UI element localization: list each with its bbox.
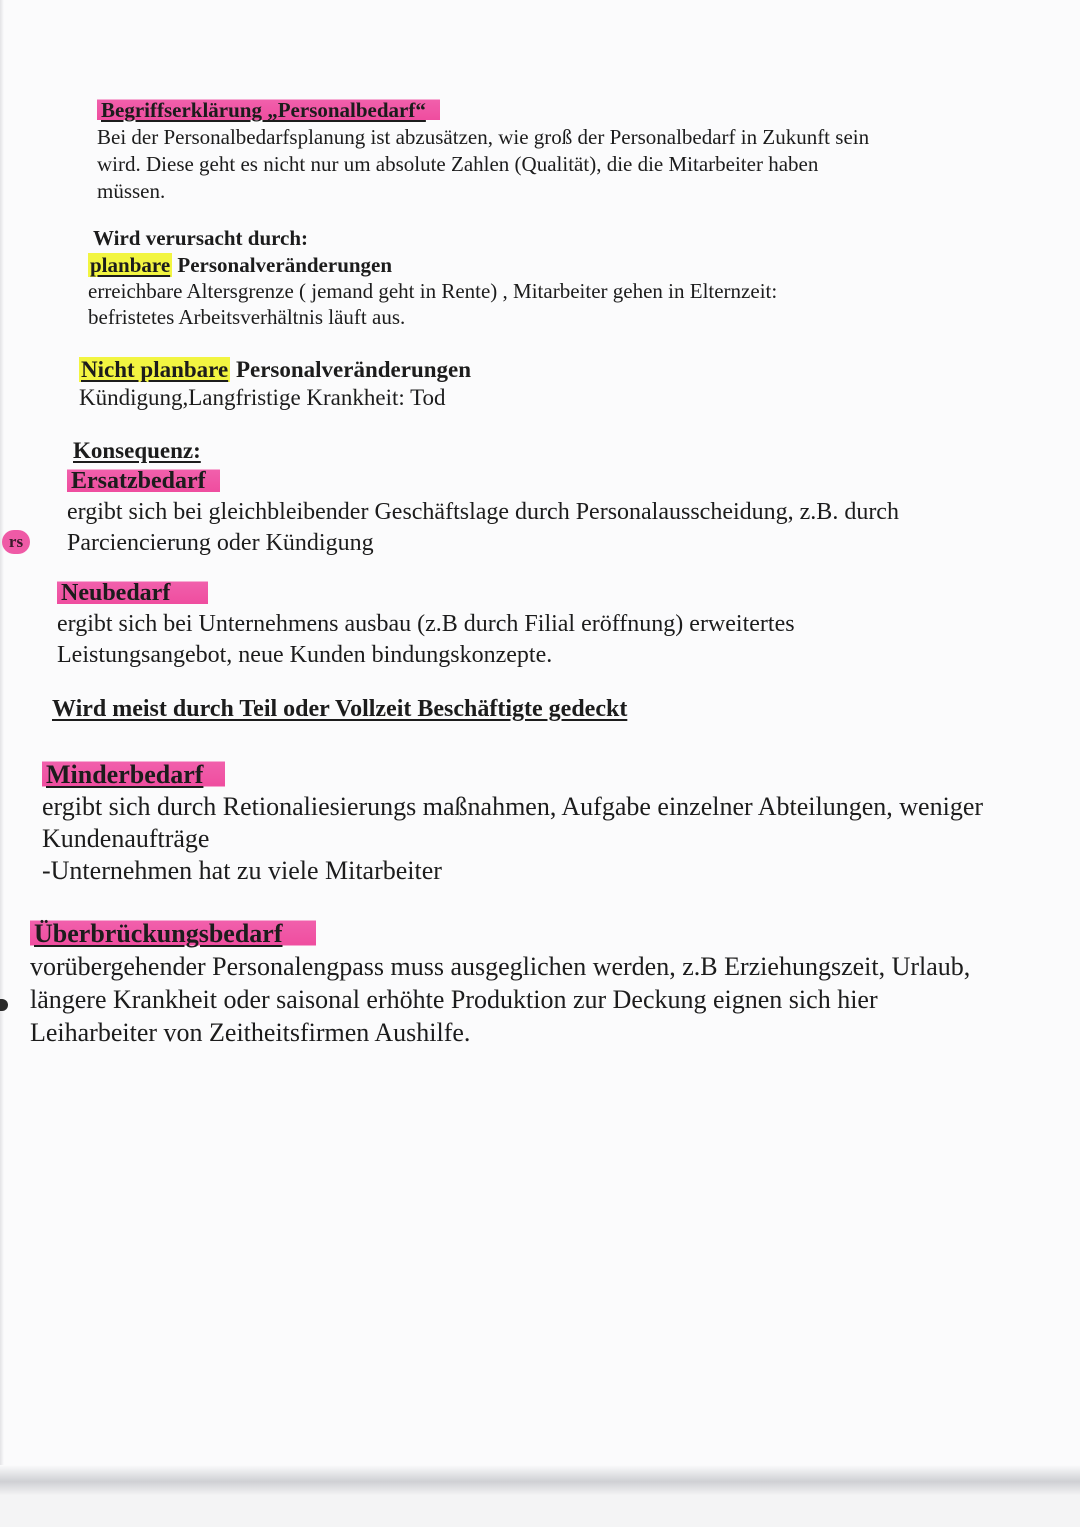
bridging-demand-line: vorübergehender Personalengpass muss ausgeglichen werden, z.B Erziehungszeit, Urlaub, — [30, 952, 971, 981]
bridging-demand-line: längere Krankheit oder saisonal erhöhte Produktion zur Deckung eignen sich hier — [30, 985, 878, 1014]
reduced-demand — [42, 759, 983, 887]
paper-fold-shadow — [0, 1465, 1080, 1495]
replacement-demand — [67, 466, 899, 559]
planned-rest: Personalveränderungen — [172, 253, 393, 277]
definition-line: Bei der Personalbedarfsplanung ist abzusätzen, wie groß der Personalbedarf in Zukunft sein — [97, 125, 870, 149]
bridging-demand-line: Leiharbeiter von Zeitheitsfirmen Aushilfe. — [30, 1018, 471, 1047]
reduced-demand-line: Kundenaufträge — [42, 824, 210, 853]
unplanned-rest: Personalveränderungen — [230, 357, 472, 382]
new-demand-title: Neubedarf — [57, 580, 208, 606]
reduced-demand-line: -Unternehmen hat zu viele Mitarbeiter — [42, 856, 442, 885]
page-bottom-strip — [0, 1495, 1080, 1527]
consequence-heading: Konsequenz: — [73, 438, 201, 463]
unplanned-changes — [79, 356, 471, 412]
margin-annotation-mark: rs — [2, 530, 30, 554]
bridging-demand — [30, 917, 970, 1049]
definition-section — [97, 97, 869, 205]
definition-heading: Begriffserklärung „Personalbedarf“ — [97, 98, 440, 122]
new-demand-line: Leistungsangebot, neue Kunden bindungskonzepte. — [57, 642, 553, 668]
reduced-demand-line: ergibt sich durch Retionaliesierungs maßnahmen, Aufgabe einzelner Abteilungen, weniger — [42, 792, 984, 821]
replacement-line: Parciencierung oder Kündigung — [67, 530, 374, 556]
new-demand — [57, 578, 795, 671]
unplanned-keyword: Nicht planbare — [81, 357, 229, 382]
definition-line: müssen. — [97, 179, 166, 203]
replacement-line: ergibt sich bei gleichbleibender Geschäftslage durch Personalausscheidung, z.B. durch — [67, 499, 899, 525]
reduced-demand-title: Minderbedarf — [42, 760, 225, 789]
planned-keyword: planbare — [90, 253, 171, 277]
coverage-note: Wird meist durch Teil oder Vollzeit Beschäftigte gedeckt — [52, 696, 628, 722]
page-edge — [0, 0, 4, 1527]
planned-line: erreichbare Altersgrenze ( jemand geht in Rente) , Mitarbeiter gehen in Elternzeit: — [88, 279, 778, 303]
unplanned-line: Kündigung,Langfristige Krankheit: Tod — [79, 385, 446, 410]
causes-heading: Wird verursacht durch: — [93, 226, 309, 250]
new-demand-line: ergibt sich bei Unternehmens ausbau (z.B durch Filial eröffnung) erweitertes — [57, 611, 795, 637]
replacement-title: Ersatzbedarf — [67, 468, 220, 494]
definition-line: wird. Diese geht es nicht nur um absolute Zahlen (Qualität), die die Mitarbeiter haben — [97, 152, 819, 176]
planned-changes — [88, 252, 777, 330]
planned-line: befristetes Arbeitsverhältnis läuft aus. — [88, 305, 406, 329]
margin-dot — [0, 999, 8, 1011]
bridging-demand-title: Überbrückungsbedarf — [30, 919, 316, 948]
